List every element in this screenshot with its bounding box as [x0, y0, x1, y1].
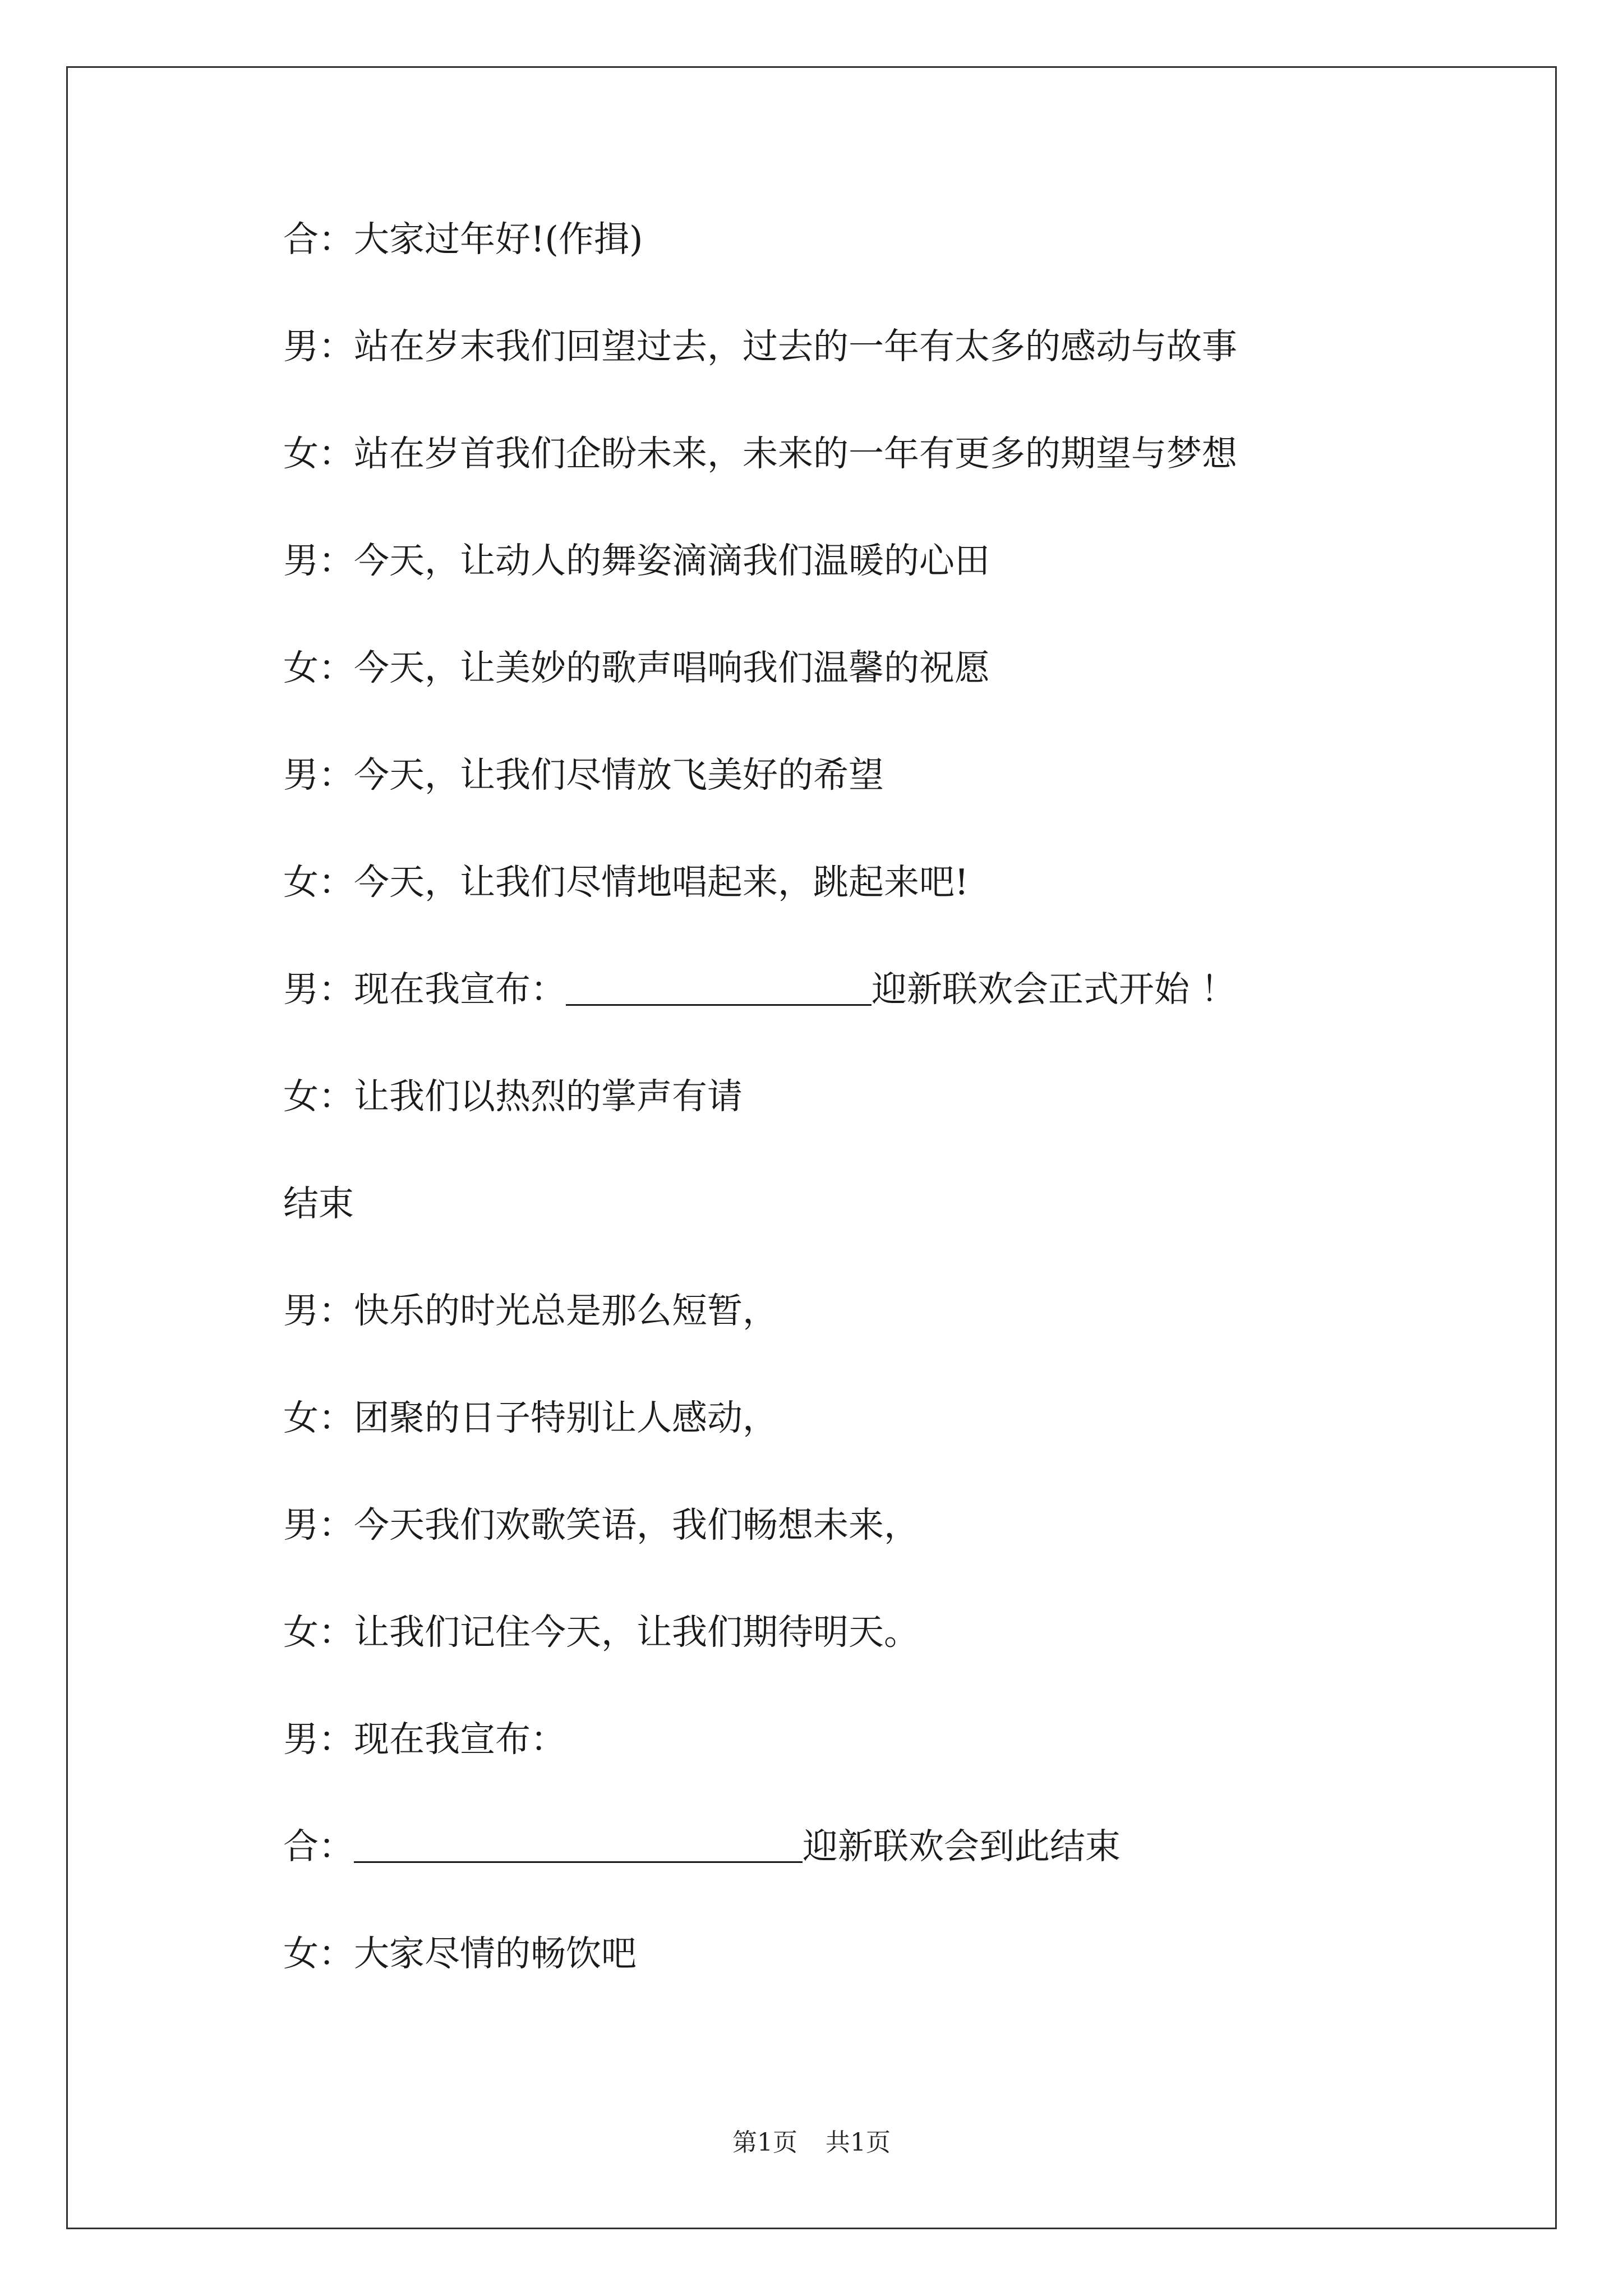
text-line: 男：快乐的时光总是那么短暂，: [283, 1290, 778, 1331]
text-line: 男：现在我宣布：: [283, 1719, 566, 1760]
page-number-total: 共1页: [826, 2128, 891, 2157]
text-line: 女：今天，让我们尽情地唱起来，跳起来吧!: [283, 862, 969, 903]
text-line: 合：大家过年好!(作揖): [283, 219, 643, 260]
line-text-before: 男：现在我宣布：: [283, 969, 566, 1010]
section-heading: 结束: [283, 1183, 354, 1224]
text-line: 女：大家尽情的畅饮吧: [283, 1933, 637, 1974]
fill-in-blank: [354, 1829, 803, 1863]
page-footer: [0, 2129, 1623, 2157]
text-line: 女：让我们记住今天，让我们期待明天。: [283, 1612, 919, 1653]
text-line: 男：今天我们欢歌笑语，我们畅想未来，: [283, 1504, 919, 1545]
text-line: 女：团聚的日子特别让人感动，: [283, 1397, 778, 1438]
text-line: 男：站在岁末我们回望过去，过去的一年有太多的感动与故事: [283, 326, 1237, 367]
line-text-before: 合：: [283, 1826, 354, 1867]
text-line: 女：今天，让美妙的歌声唱响我们温馨的祝愿: [283, 647, 990, 688]
fill-in-blank: [566, 972, 872, 1006]
text-line: 男：今天，让动人的舞姿滴滴我们温暖的心田: [283, 540, 990, 581]
text-line: 女：站在岁首我们企盼未来，未来的一年有更多的期望与梦想: [283, 433, 1237, 474]
line-text-after: 迎新联欢会正式开始 ！: [872, 969, 1237, 1010]
text-line-with-blank: [283, 1826, 1517, 1867]
text-line: 男：今天，让我们尽情放飞美好的希望: [283, 754, 884, 795]
line-text-after: 迎新联欢会到此结束: [803, 1826, 1121, 1867]
text-line-with-blank: [283, 969, 1517, 1010]
text-line: 女：让我们以热烈的掌声有请: [283, 1076, 743, 1117]
page-number-current: 第1页: [732, 2128, 797, 2157]
document-body: [283, 219, 1517, 2043]
